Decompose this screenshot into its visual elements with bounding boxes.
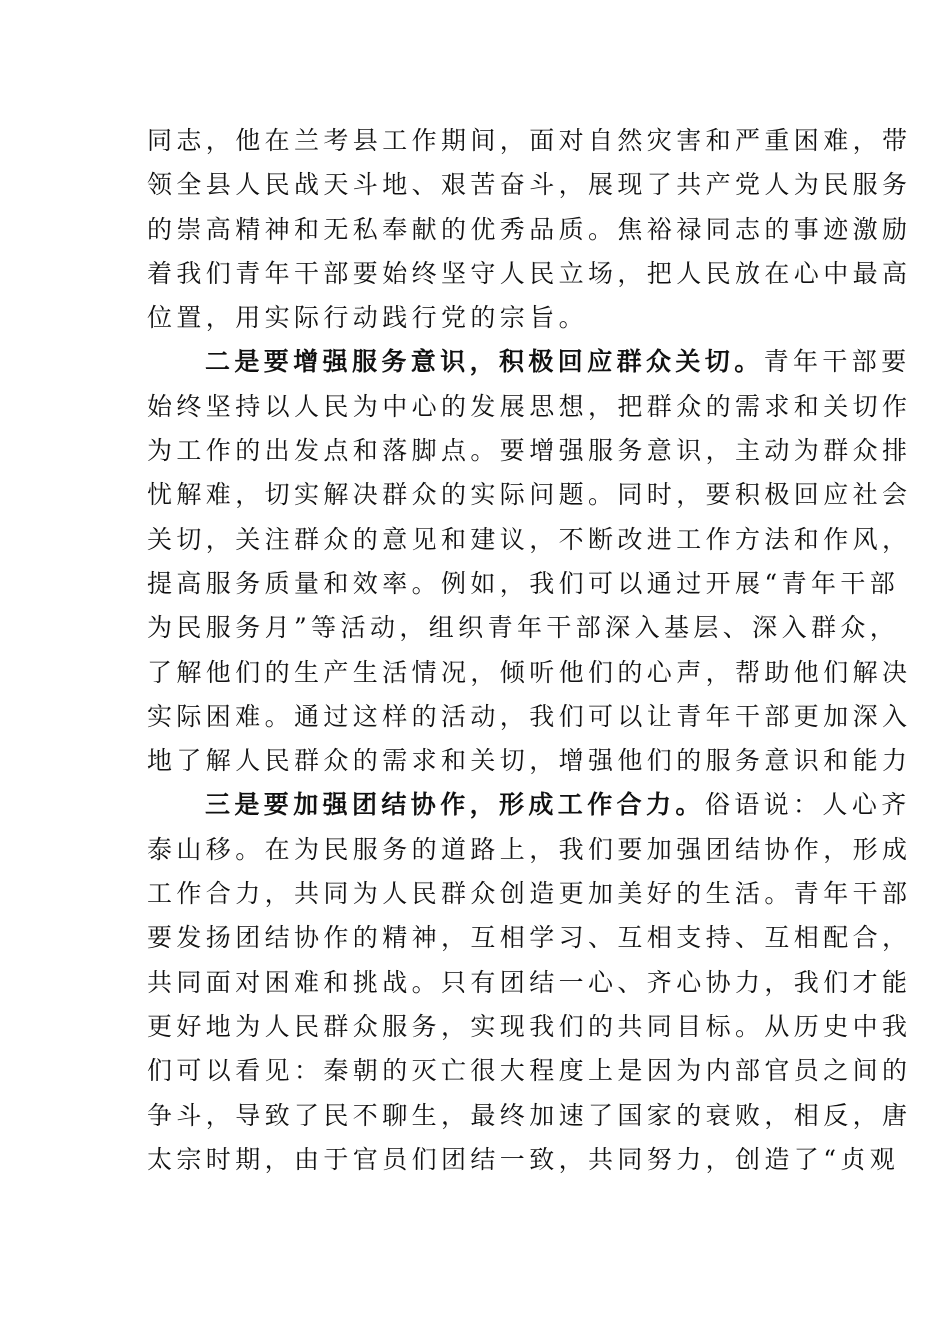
text-line: 为工作的出发点和落脚点。要增强服务意识，主动为群众排 [147, 436, 912, 466]
text-line: 为民服务月”等活动，组织青年干部深入基层、深入群众， [147, 613, 900, 643]
text-line: 泰山移。在为民服务的道路上，我们要加强团结协作，形成 [147, 834, 912, 864]
text-line: 提高服务质量和效率。例如，我们可以通过开展“青年干部 [147, 568, 900, 598]
text-line: 要发扬团结协作的精神，互相学习、互相支持、互相配合， [147, 923, 912, 953]
text-line: 地了解人民群众的需求和关切，增强他们的服务意识和能力 [147, 746, 912, 776]
text-line: 争斗，导致了民不聊生，最终加速了国家的衰败，相反，唐 [147, 1100, 912, 1130]
text-line: 关切，关注群众的意见和建议，不断改进工作方法和作风， [147, 524, 912, 554]
text-line: 实际困难。通过这样的活动，我们可以让青年干部更加深入 [147, 701, 912, 731]
text-line: 了解他们的生产生活情况，倾听他们的心声，帮助他们解决 [147, 657, 912, 687]
paragraph-3 [147, 783, 912, 1182]
text-line: 工作合力，共同为人民群众创造更加美好的生活。青年干部 [147, 879, 912, 909]
text-line: 更好地为人民群众服务，实现我们的共同目标。从历史中我 [147, 1011, 912, 1041]
paragraph-3-heading: 三是要加强团结协作，形成工作合力。 [205, 790, 705, 820]
text-line: 同志，他在兰考县工作期间，面对自然灾害和严重困难，带 [147, 126, 912, 155]
text-line: 位置，用实际行动践行党的宗旨。 [147, 303, 589, 333]
paragraph-2-first-line [147, 340, 911, 384]
text-line: 领全县人民战天斗地、艰苦奋斗，展现了共产党人为民服务 [147, 170, 912, 200]
text-line: 始终坚持以人民为中心的发展思想，把群众的需求和关切作 [147, 391, 912, 421]
paragraph-2-heading: 二是要增强服务意识，积极回应群众关切。 [205, 347, 764, 377]
text-line: 着我们青年干部要始终坚守人民立场，把人民放在心中最高 [147, 258, 912, 288]
text-line: 共同面对困难和挑战。只有团结一心、齐心协力，我们才能 [147, 967, 912, 997]
paragraph-2 [147, 340, 912, 783]
paragraph-3-first-line [147, 783, 911, 827]
text-line: 的崇高精神和无私奉献的优秀品质。焦裕禄同志的事迹激励 [147, 214, 912, 244]
text-line: 太宗时期，由于官员们团结一致，共同努力，创造了“贞观 [147, 1144, 900, 1174]
paragraph-3-first-line-rest: 俗语说：人心齐 [704, 790, 911, 820]
paragraph-1 [147, 119, 912, 340]
body-text [147, 119, 912, 1182]
paragraph-2-first-line-rest: 青年干部要 [763, 347, 911, 377]
text-line: 忧解难，切实解决群众的实际问题。同时，要积极回应社会 [147, 480, 912, 510]
text-line: 们可以看见：秦朝的灭亡很大程度上是因为内部官员之间的 [147, 1056, 912, 1086]
